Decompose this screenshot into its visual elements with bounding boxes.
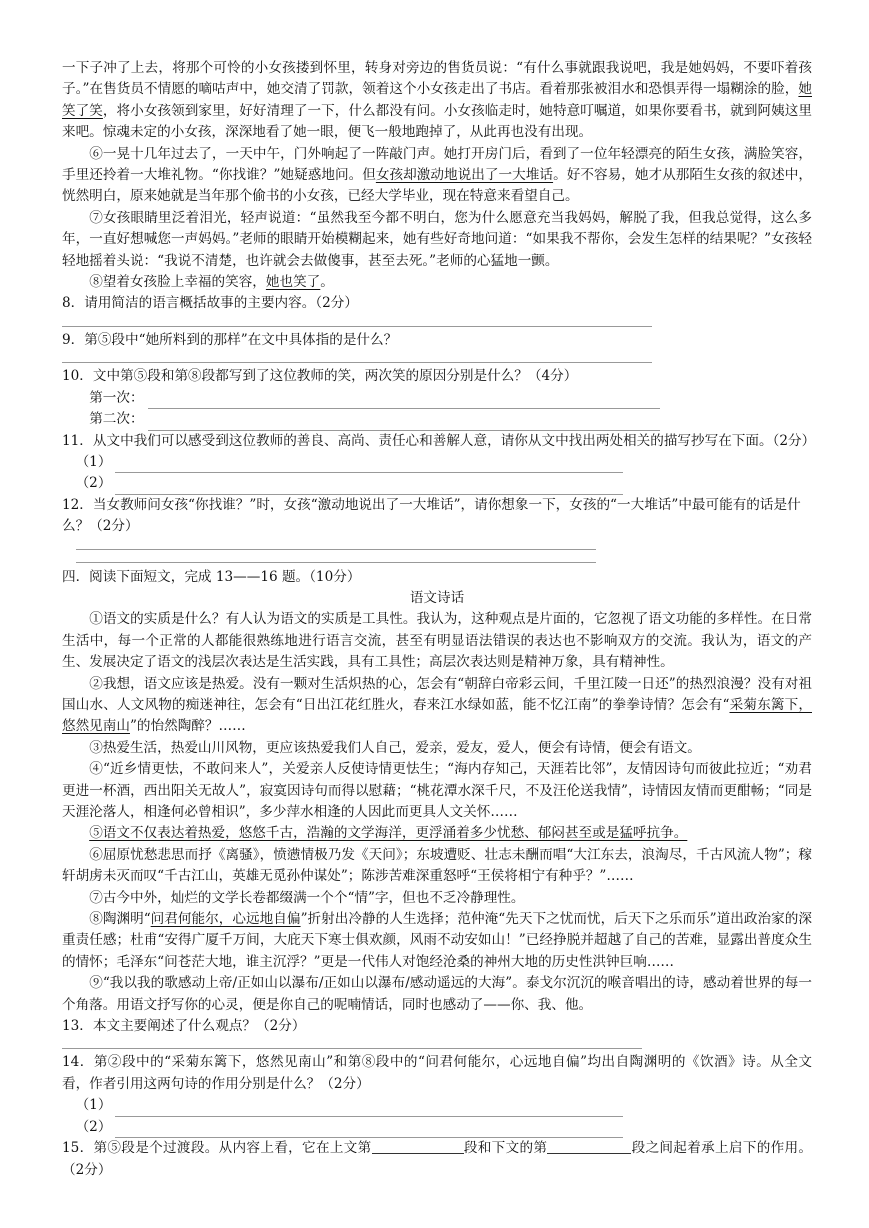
answer-14-2: （2） [62, 1117, 812, 1138]
underlined-smile-1: 她笑了笑 [62, 81, 812, 119]
exam-page [62, 58, 816, 1181]
story-paragraph-8: ⑧望着女孩脸上幸福的笑容，她也笑了。 [89, 274, 334, 291]
fill-blank-15-b[interactable] [547, 1139, 631, 1154]
question-14: 14．第②段中的“采菊东篱下，悠然见南山”和第⑧段中的“问君何能尔，心远地自偏”均出自陶渊明的《饮酒》诗。从全文看，作者引用这两句诗的作用分别是什么？（2分） [62, 1054, 812, 1092]
answer-line-9[interactable] [62, 351, 652, 363]
answer-line-14-2[interactable] [115, 1123, 623, 1138]
answer-14-1: （1） [62, 1095, 812, 1116]
story-paragraph-5-cont: 一下子冲了上去，将那个可怜的小女孩搂到怀里，转身对旁边的售货员说：“有什么事就跟我说吧，我是她妈妈，不要吓着孩子。”在售货员不情愿的嘀咕声中，她交清了罚款，领着这个小女孩走出了书店。看着那张被泪水和恐惧弄得一塌糊涂的脸，她笑了笑，将小女孩领到家里，好好清理了一下，什么都没有问。小女孩临走时，她特意叮嘱道，如果你要看书，就到阿姨这里来吧。惊魂未定的小女孩，深深地看了她一眼，便飞一般地跑掉了，从此再也没有出现。 [62, 60, 813, 141]
answer-line-14-1[interactable] [115, 1102, 623, 1117]
answer-line-12b[interactable] [76, 553, 596, 563]
underlined-smile-2: 她也笑了 [265, 274, 321, 291]
underlined-transition: ⑤语文不仅表达着热爱，悠悠千古，浩瀚的文学海洋，更浮涌着多少忧愁、郁闷甚至或是猛呼抗争。 [89, 825, 688, 842]
article-paragraph-9: ⑨“我以我的歌感动上帝/正如山以瀑布/正如山以瀑布/感动遥远的大海”。泰戈尔沉沉的喉音唱出的诗，感动着世界的每一个角落。用语文抒写你的心灵，便是你自己的呢喃情话，同时也感动了——你、我、他。 [62, 975, 812, 1013]
question-10: 10．文中第⑤段和第⑧段都写到了这位教师的笑，两次笑的原因分别是什么？（4分） [62, 368, 578, 385]
question-15: 15．第⑤段是个过渡段。从内容上看，它在上文第 段和下文的第 段之间起着承上启下的作用。（2分） [62, 1140, 813, 1178]
underlined-poem-2: 问君何能尔，心远地自偏 [150, 911, 301, 928]
answer-10-first: 第一次： [62, 388, 812, 409]
article-paragraph-8: ⑧陶渊明“问君何能尔，心远地自偏”折射出冷静的人生选择；范仲淹“先天下之忧而忧，后天下之乐而乐”道出政治家的深重责任感；杜甫“安得广厦千万间，大庇天下寒士俱欢颜，风雨不动安如山！”已经挣脱并超越了自己的苦难，显露出普度众生的情怀；毛泽东“问苍茫大地，谁主沉浮？”更是一代伟人对饱经沧桑的神州大地的历史性洪钟巨响…… [62, 911, 812, 970]
article-paragraph-3: ③热爱生活，热爱山川风物，更应该热爱我们人自己，爱亲，爱友，爱人，便会有诗情，便会有语文。 [89, 739, 701, 756]
answer-line-8[interactable] [62, 315, 652, 327]
question-8: 8．请用简洁的语言概括故事的主要内容。（2分） [62, 295, 358, 312]
answer-line-10-second[interactable] [148, 416, 660, 431]
question-12: 12．当女教师问女孩“你找谁？”时，女孩“激动地说出了一大堆话”，请你想象一下，女孩的“一大堆话”中最可能有的话是什么？（2分） [62, 496, 801, 535]
answer-line-11-2[interactable] [115, 480, 623, 495]
answer-line-12a[interactable] [76, 538, 596, 550]
answer-10-second: 第二次： [62, 409, 812, 430]
answer-line-11-1[interactable] [115, 458, 623, 473]
answer-line-10-first[interactable] [148, 394, 660, 409]
story-paragraph-6: ⑥一晃十几年过去了，一天中午，门外响起了一阵敲门声。她打开房门后，看到了一位年轻漂亮的陌生女孩，满脸笑容，手里还拎着一大堆礼物。“你找谁？”她疑惑地问。但女孩却激动地说出了一大堆话。好不容易，她才从那陌生女孩的叙述中，恍然明白，原来她就是当年那个偷书的小女孩，已经大学毕业，现在特意来看望自己。 [62, 145, 813, 205]
underlined-words: 女孩却激动地说出了一大堆话 [375, 167, 554, 184]
article-paragraph-5 [62, 823, 812, 844]
story-paragraph-7: ⑦女孩眼睛里泛着泪光，轻声说道：“虽然我至今都不明白，您为什么愿意充当我妈妈，解脱了我，但我总觉得，这么多年，一直好想喊您一声妈妈。”老师的眼睛开始模糊起来，她有些好奇地问道：“如果我不帮你，会发生怎样的结果呢？”女孩轻轻地摇着头说：“我说不清楚，也许就会去做傻事，甚至去死。”老师的心猛地一颤。 [62, 209, 812, 269]
question-13: 13．本文主要阐述了什么观点？（2分） [62, 1018, 306, 1035]
underlined-poem-1: 采菊东篱下，悠然见南山 [62, 696, 812, 735]
answer-11-2: （2） [62, 473, 812, 494]
answer-11-1: （1） [62, 452, 812, 473]
article-paragraph-7: ⑦古今中外，灿烂的文学长卷都缀满一个个“情”字，但也不乏冷静理性。 [89, 889, 525, 906]
article-paragraph-1: ①语文的实质是什么？有人认为语文的实质是工具性。我认为，这种观点是片面的，它忽视了语文功能的多样性。在日常生活中，每一个正常的人都能很熟练地进行语言交流，甚至有明显语法错误的表达也不影响双方的交流。我认为，语文的产生、发展决定了语文的浅层次表达是生活实践，具有工具性；高层次表达则是精神万象，具有精神性。 [62, 611, 812, 671]
article-paragraph-2: ②我想，语文应该是热爱。没有一颗对生活炽热的心，怎会有“朝辞白帝彩云间，千里江陵一日还”的热烈浪漫？没有对祖国山水、人文风物的痴迷神往，怎会有“日出江花红胜火，春来江水绿如蓝，能不忆江南”的拳拳诗情？怎会有“采菊东篱下，悠然见南山”的怡然陶醉？…… [62, 675, 812, 735]
fill-blank-15-a[interactable] [372, 1139, 464, 1154]
article-paragraph-6: ⑥屈原忧愁悲思而抒《离骚》，愤懑情极乃发《天问》；东坡遭贬、壮志未酬而唱“大江东去，浪淘尽，千古风流人物”；稼轩胡虏未灭而叹“千古江山，英雄无觅孙仲谋处”；陈涉苦难深重怒呼“王侯将相宁有种乎？”…… [62, 846, 812, 885]
question-11: 11．从文中我们可以感受到这位教师的善良、高尚、责任心和善解人意，请你从文中找出两处相关的描写抄写在下面。（2分） [62, 432, 816, 449]
answer-line-13[interactable] [62, 1037, 642, 1049]
question-9: 9．第⑤段中“她所料到的那样”在文中具体指的是什么？ [62, 331, 398, 348]
article-paragraph-4: ④“近乡情更怯，不敢问来人”，关爱亲人反使诗情更怯生；“海内存知己，天涯若比邻”，友情因诗句而彼此拉近；“劝君更进一杯酒，西出阳关无故人”，寂寞因诗句而得以慰藉；“桃花潭水深千尺，不及汪伦送我情”，诗情因友情而更酣畅；“同是天涯沦落人，相逢何必曾相识”，多少萍水相逢的人因此而更具人文关怀…… [62, 761, 812, 820]
section-4-heading: 四．阅读下面短文，完成 13——16 题。（10分） [62, 568, 361, 585]
article-title: 语文诗话 [409, 589, 465, 606]
